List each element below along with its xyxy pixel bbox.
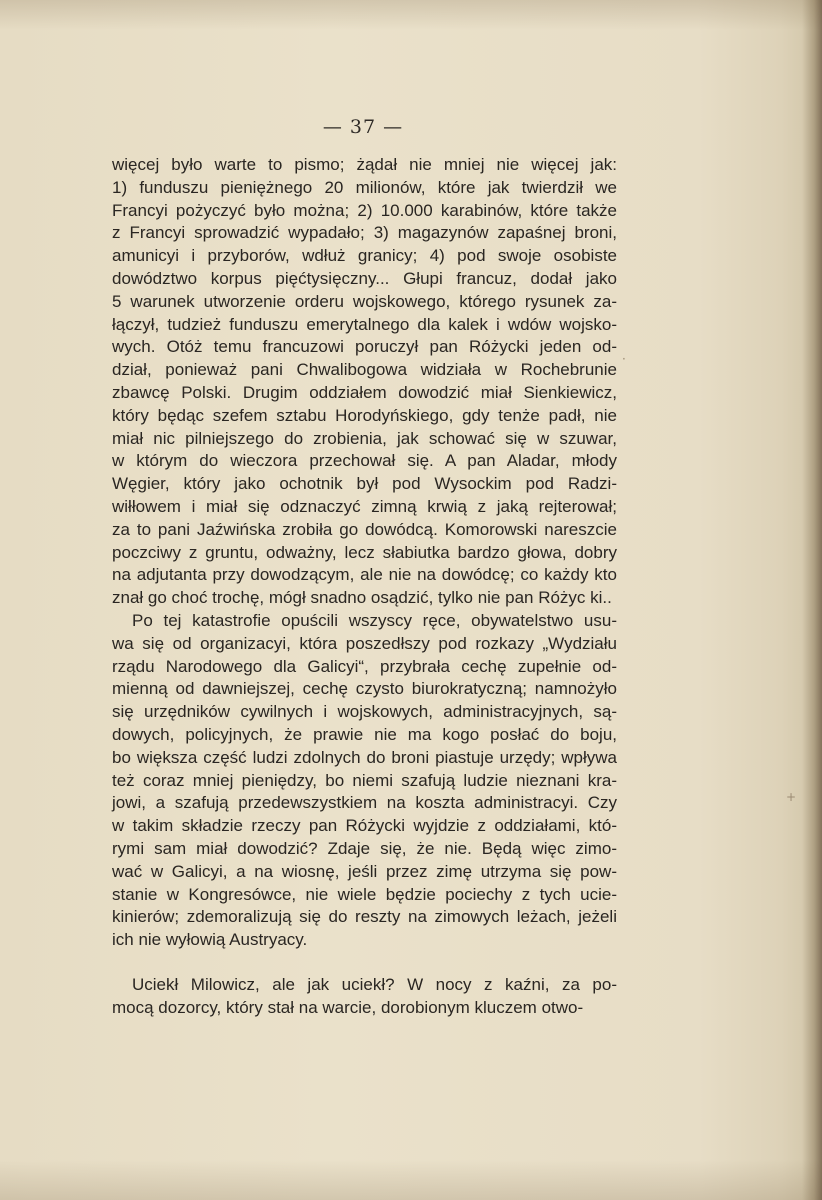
text-line: Węgier, który jako ochotnik był pod Wysockim pod Radzi- bbox=[112, 474, 617, 494]
page-number: — 37 — bbox=[322, 116, 404, 138]
text-line: w takim składzie rzeczy pan Różycki wyjdzie z oddziałami, któ- bbox=[112, 816, 617, 836]
text-line: poczciwy z gruntu, odważny, lecz słabiutka bardzo głowa, dobry bbox=[112, 542, 617, 562]
page-top-shade bbox=[0, 0, 822, 30]
text-line: z Francyi sprowadzić wypadało; 3) magazynów zapaśnej broni, bbox=[112, 223, 617, 243]
text-line: kinierów; zdemoralizują się do reszty na zimowych leżach, jeżeli bbox=[112, 907, 617, 927]
text-line: ich nie wyłowią Austryacy. bbox=[112, 930, 308, 950]
paper-speck: + bbox=[786, 790, 797, 804]
text-line: Uciekł Milowicz, ale jak uciekł? W nocy z kaźni, za po- bbox=[132, 974, 617, 994]
text-line: stanie w Kongresówce, nie wiele będzie pociechy z tych ucie- bbox=[112, 884, 617, 904]
page-edge-shadow bbox=[802, 0, 822, 1200]
text-line: dowództwo korpus pięćtysięczny... Głupi francuz, dodał jako bbox=[112, 268, 617, 288]
text-line: bo większa część ludzi zdolnych do broni piastuje urzędy; wpływa bbox=[112, 747, 617, 767]
text-line: wych. Otóż temu francuzowi poruczył pan Różycki jeden od- bbox=[112, 337, 617, 357]
text-line: wa się od organizacyi, która poszedłszy pod rozkazy „Wydziału bbox=[112, 633, 617, 653]
paragraph bbox=[112, 154, 617, 610]
text-line: znał go choć trochę, mógł snadno osądzić, tylko nie pan Różyc ki.. bbox=[112, 588, 612, 608]
page-bottom-shade bbox=[0, 1160, 822, 1200]
text-line: miał nic pilniejszego do zrobienia, jak schować się w szuwar, bbox=[112, 428, 617, 448]
text-line: mocą dozorcy, który stał na warcie, dorobionym kluczem otwo- bbox=[112, 997, 584, 1017]
text-line: który będąc szefem sztabu Horodyńskiego, gdy tenże padł, nie bbox=[112, 405, 617, 425]
text-line: mienną od dawniejszej, cechę czysto biurokratyczną; namnożyło bbox=[112, 679, 617, 699]
text-line: łączył, tudzież funduszu emerytalnego dla kalek i wdów wojsko- bbox=[112, 314, 617, 334]
text-line: amunicyi i przyborów, wdłuż granicy; 4) pod swoje osobiste bbox=[112, 246, 617, 266]
text-line: jowi, a szafują przedewszystkiem na koszta administracyi. Czy bbox=[112, 793, 617, 813]
text-line: dowych, policyjnych, że prawie nie ma kogo posłać do boju, bbox=[112, 724, 617, 744]
text-line: się urzędników cywilnych i wojskowych, administracyjnych, są- bbox=[112, 702, 617, 722]
paragraph bbox=[112, 974, 617, 1020]
text-line: wać w Galicyi, a na wiosnę, jeśli przez zimę utrzyma się pow- bbox=[112, 861, 617, 881]
text-line: więcej było warte to pismo; żądał nie mniej nie więcej jak: bbox=[112, 155, 617, 174]
text-line: rządu Narodowego dla Galicyi“, przybrała cechę zupełnie od- bbox=[112, 656, 617, 676]
text-line: zbawcę Polski. Drugim oddziałem dowodzić miał Sienkiewicz, bbox=[112, 382, 617, 402]
text-line: na adjutanta przy dowodzącym, ale nie na dowódcę; co każdy kto bbox=[112, 565, 617, 585]
body-text bbox=[112, 154, 617, 1019]
text-line: też coraz mniej pieniędzy, bo niemi szafują ludzie nieznani kra- bbox=[112, 770, 617, 790]
text-line: rymi sam miał dowodzić? Zdaje się, że nie. Będą więc zimo- bbox=[112, 838, 617, 858]
text-line: w którym do wieczora przechował się. A pan Aladar, młody bbox=[112, 451, 617, 471]
text-line: 5 warunek utworzenie orderu wojskowego, którego rysunek za- bbox=[112, 291, 617, 311]
text-line: za to pani Jaźwińska zrobiła go dowódcą. Komorowski nareszcie bbox=[112, 519, 617, 539]
text-line: dział, ponieważ pani Chwalibogowa widziała w Rochebrunie bbox=[112, 360, 617, 380]
text-line: wiłłowem i miał się odznaczyć zimną krwią z jaką rejterował; bbox=[112, 496, 617, 516]
text-line: Francyi pożyczyć było można; 2) 10.000 karabinów, które także bbox=[112, 200, 617, 220]
paragraph bbox=[112, 610, 617, 952]
paper-speck: · bbox=[622, 352, 626, 366]
paragraph-gap bbox=[112, 952, 617, 974]
text-line: 1) funduszu pieniężnego 20 milionów, które jak twierdził we bbox=[112, 177, 617, 197]
text-line: Po tej katastrofie opuścili wszyscy ręce, obywatelstwo usu- bbox=[132, 610, 617, 630]
